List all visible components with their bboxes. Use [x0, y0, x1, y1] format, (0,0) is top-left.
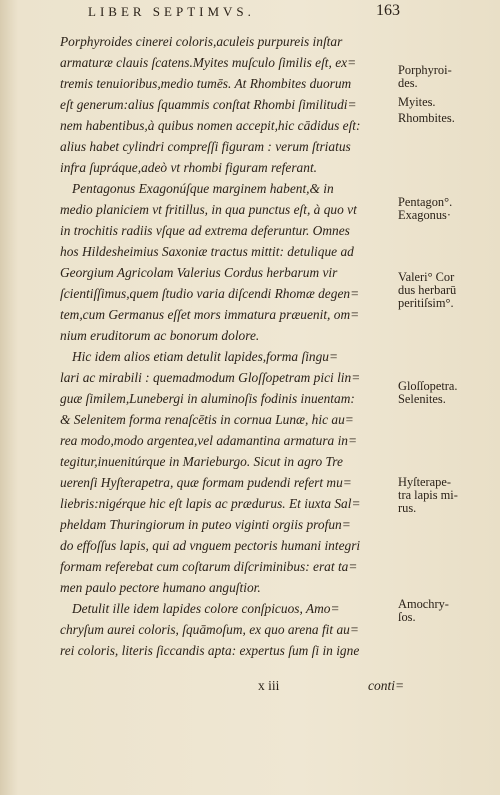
margin-note-line: ſos.: [398, 610, 416, 624]
margin-note-valerius-cordus: [398, 271, 498, 310]
text-line: infra ſupráque,adeò vt rhombi figuram referant.: [60, 160, 318, 175]
text-line: armaturæ clauis ſcatens.Myites muſculo ſimilis eſt, ex=: [60, 55, 357, 70]
text-line: ſcientiſſimus,quem ſtudio varia diſcendi Rhomæ degen=: [60, 286, 360, 301]
margin-note-amochrysos: [398, 598, 498, 624]
paragraph-start-line: Pentagonus Exagonúſque marginem habent,& in: [72, 181, 334, 196]
page-number: 163: [376, 2, 400, 19]
page-header: [88, 2, 400, 24]
text-line: rei coloris, literis ſiccandis apta: expertus ſum ſi in igne: [60, 643, 360, 658]
text-line: liebris:nigérque hic eſt lapis ac prædurus. Et iuxta Sal=: [60, 496, 361, 511]
margin-note-hysterapetra: [398, 476, 498, 515]
margin-note-line: rus.: [398, 501, 417, 515]
paragraph-start-line: Detulit ille idem lapides colore conſpicuos, Amo=: [72, 601, 340, 616]
text-line: chryſum aurei coloris, ſquāmoſum, ex quo arena fit au=: [60, 622, 359, 637]
text-line: tem,cum Germanus eſſet mors immatura præuenit, om=: [60, 307, 360, 322]
margin-note-line: des.: [398, 76, 418, 90]
margin-note-pentagonus: [398, 196, 498, 222]
margin-note-line: Pentagon°.: [398, 195, 453, 209]
text-line: Georgium Agricolam Valerius Cordus herbarum vir: [60, 265, 338, 280]
text-line: nium eruditorum ac bonorum dolore.: [60, 328, 260, 343]
text-line: formam referebat cum coſtarum diſcriminibus: erat ta=: [60, 559, 358, 574]
margin-note-line: Selenites.: [398, 392, 446, 406]
text-line: tremis tenuioribus,medio tumēs. At Rhombites duorum: [60, 76, 352, 91]
text-line: do effoſſus lapis, qui ad vnguem pectoris humani integri: [60, 538, 361, 553]
text-line: hos Hildesheimius Saxoniæ tractus mittit: detulique ad: [60, 244, 354, 259]
margin-note-line: Amochry-: [398, 597, 449, 611]
main-text-block: [60, 31, 400, 661]
text-line: guæ ſimilem,Lunebergi in aluminoſis fodinis inuentam:: [60, 391, 355, 406]
text-line: nem habentibus,à quibus nomen accepit,hic cādidus eſt:: [60, 118, 361, 133]
paragraph-start-line: Hic idem alios etiam detulit lapides,forma ſingu=: [72, 349, 339, 364]
text-line: medio planiciem vt fritillus, in qua punctus eſt, à quo vt: [60, 202, 357, 217]
text-line: rea modo,modo argentea,vel adamantina armatura in=: [60, 433, 358, 448]
text-line: & Selenitem forma renaſcētis in cornua Lunæ, hic au=: [60, 412, 354, 427]
text-line: pheldam Thuringiorum in puteo viginti orgiis profun=: [60, 517, 351, 532]
margin-note-line: Hyſterape-: [398, 475, 451, 489]
running-head: LIBER SEPTIMVS.: [88, 4, 255, 19]
margin-note-line: Myites.: [398, 95, 436, 109]
text-line: lari ac mirabili : quemadmodum Gloſſopetram pici lin=: [60, 370, 361, 385]
margin-note-line: Valeri° Cor: [398, 270, 455, 284]
margin-note-line: tra lapis mi-: [398, 488, 458, 502]
margin-note-line: peritiſsim°.: [398, 296, 454, 310]
catchword: conti=: [368, 678, 405, 693]
margin-note-line: Rhombites.: [398, 111, 455, 125]
text-line: uerenſi Hyſterapetra, quæ formam pudendi refert mu=: [60, 475, 352, 490]
margin-note-line: Exagonus·: [398, 208, 451, 222]
text-line: Porphyroides cinerei coloris,aculeis purpureis inſtar: [60, 34, 343, 49]
margin-note-line: Porphyroi-: [398, 63, 452, 77]
margin-note-line: dus herbarū: [398, 283, 457, 297]
margin-note-porphyroides: [398, 64, 498, 90]
margin-note-myites: [398, 96, 498, 109]
text-line: eſt generum:alius ſquammis conſtat Rhombi ſimilitudi=: [60, 97, 357, 112]
signature-mark: x iii: [258, 678, 280, 693]
text-line: in trochitis radiis vſque ad extrema deferuntur. Omnes: [60, 223, 350, 238]
margin-note-glossopetra: [398, 380, 498, 406]
text-line: alius habet cylindri compreſſi figuram : verum ſtriatus: [60, 139, 351, 154]
text-line: tegitur,inuenitúrque in Marieburgo. Sicut in agro Tre: [60, 454, 343, 469]
margin-note-line: Gloſſopetra.: [398, 379, 458, 393]
margin-note-rhombites: [398, 112, 498, 125]
text-line: men paulo pectore humano anguſtior.: [60, 580, 261, 595]
